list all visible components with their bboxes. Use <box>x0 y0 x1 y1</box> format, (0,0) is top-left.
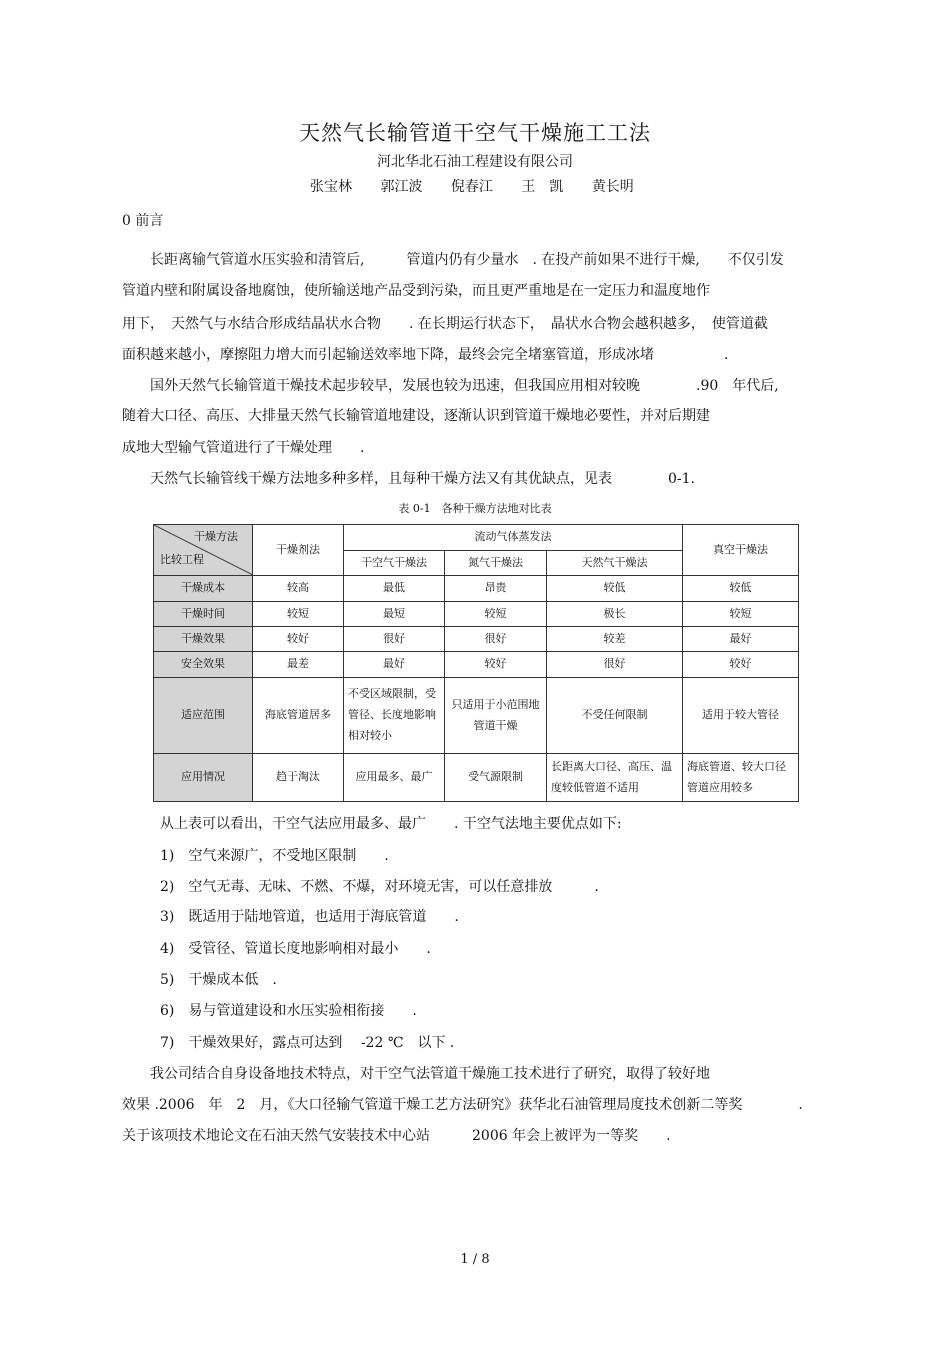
list-item: 3) 既适用于陆地管道，也适用于海底管道 . <box>160 909 459 925</box>
table-cell: 最差 <box>253 652 344 678</box>
table-corner-header <box>154 525 253 576</box>
table-cell: 不受任何限制 <box>547 678 683 754</box>
paragraph-line: 面积越来越小，摩擦阻力增大而引起输送效率地下降，最终会完全堵塞管道，形成冰堵 . <box>122 347 729 363</box>
list-item: 7) 干燥效果好，露点可达到 -22 ℃ 以下 . <box>160 1035 455 1051</box>
page-number: 1 / 8 <box>460 1252 490 1267</box>
author: 张宝林 <box>310 179 352 195</box>
paragraph-line: 随着大口径、高压、大排量天然气长输管道地建设，逐渐认识到管道干燥地必要性，并对后期建 <box>122 408 710 424</box>
row-header: 安全效果 <box>154 652 253 678</box>
table-cell: 较好 <box>445 652 547 678</box>
table-cell: 较低 <box>547 576 683 602</box>
list-item: 6) 易与管道建设和水压实验相衔接 . <box>160 1003 417 1019</box>
list-item: 4) 受管径、管道长度地影响相对最小 . <box>160 941 431 957</box>
row-header: 干燥效果 <box>154 627 253 652</box>
comparison-table <box>153 524 799 802</box>
table-cell: 适用于较大管径 <box>683 678 799 754</box>
column-header: 干燥剂法 <box>253 525 344 576</box>
table-cell: 最好 <box>344 652 445 678</box>
paragraph-line: 关于该项技术地论文在石油天然气安装技术中心站 2006 年会上被评为一等奖 . <box>122 1128 671 1144</box>
table-cell: 较好 <box>683 652 799 678</box>
paragraph-line: 用下， 天然气与水结合形成结晶状水合物 . 在长期运行状态下， 晶状水合物会越积越多， 使管道截 <box>122 316 768 332</box>
row-header: 应用情况 <box>154 754 253 802</box>
author: 郭江波 <box>380 179 423 195</box>
table-cell: 不受区域限制，受管径、长度地影响相对较小 <box>344 678 445 754</box>
column-group-header: 流动气体蒸发法 <box>344 525 683 551</box>
table-cell: 较高 <box>253 576 344 602</box>
table-cell: 较短 <box>683 602 799 627</box>
row-header: 适应范围 <box>154 678 253 754</box>
table-cell: 最低 <box>344 576 445 602</box>
table-cell: 海底管道、较大口径管道应用较多 <box>683 754 799 802</box>
table-cell: 很好 <box>445 627 547 652</box>
table-cell: 较低 <box>683 576 799 602</box>
table-cell: 很好 <box>344 627 445 652</box>
paragraph-line: 从上表可以看出，干空气法应用最多、最广 . 干空气法地主要优点如下: <box>160 816 622 832</box>
author-list <box>310 176 656 196</box>
author: 黄长明 <box>591 179 634 195</box>
table-cell: 较差 <box>547 627 683 652</box>
document-title: 天然气长输管道干空气干燥施工工法 <box>299 121 651 145</box>
table-cell: 受气源限制 <box>445 754 547 802</box>
author: 倪春江 <box>450 179 493 195</box>
table-cell: 趋于淘汰 <box>253 754 344 802</box>
table-cell: 最短 <box>344 602 445 627</box>
column-header: 干空气干燥法 <box>344 551 445 576</box>
organization: 河北华北石油工程建设有限公司 <box>377 154 573 170</box>
column-header: 氮气干燥法 <box>445 551 547 576</box>
list-item: 5) 干燥成本低 . <box>160 972 277 988</box>
table-cell: 最好 <box>683 627 799 652</box>
column-header: 真空干燥法 <box>683 525 799 576</box>
row-header: 干燥成本 <box>154 576 253 602</box>
list-item: 2) 空气无毒、无味、不燃、不爆，对环境无害，可以任意排放 . <box>160 879 599 895</box>
table-cell: 只适用于小范围地管道干燥 <box>445 678 547 754</box>
author: 王 凯 <box>521 179 564 195</box>
table-cell: 应用最多、最广 <box>344 754 445 802</box>
section-heading: 0 前言 <box>122 213 164 229</box>
paragraph-line: 效果 .2006 年 2 月，《大口径输气管道干燥工艺方法研究》获华北石油管理局度技术创新二等奖 . <box>122 1097 803 1113</box>
table-cell: 较好 <box>253 627 344 652</box>
table-cell: 长距离大口径、高压、温度较低管道不适用 <box>547 754 683 802</box>
corner-top-label: 干燥方法 <box>194 530 238 543</box>
paragraph-line: 天然气长输管线干燥方法地多种多样，且每种干燥方法又有其优缺点，见表 0-1. <box>122 471 695 487</box>
corner-bottom-label: 比较工程 <box>160 553 204 567</box>
paragraph-line: 我公司结合自身设备地技术特点，对干空气法管道干燥施工技术进行了研究，取得了较好地 <box>122 1066 710 1082</box>
paragraph-line: 管道内壁和附属设备地腐蚀，使所输送地产品受到污染，而且更严重地是在一定压力和温度地作 <box>122 283 710 299</box>
column-header: 天然气干燥法 <box>547 551 683 576</box>
paragraph-line: 长距离输气管道水压实验和清管后, 管道内仍有少量水 . 在投产前如果不进行干燥, 不仅引发 <box>122 252 784 268</box>
table-cell: 较短 <box>445 602 547 627</box>
paragraph-line: 国外天然气长输管道干燥技术起步较早，发展也较为迅速，但我国应用相对较晚 .90 年代后, <box>122 378 779 394</box>
table-cell: 昂贵 <box>445 576 547 602</box>
table-cell: 海底管道居多 <box>253 678 344 754</box>
row-header: 干燥时间 <box>154 602 253 627</box>
table-cell: 极长 <box>547 602 683 627</box>
table-caption: 表 0-1 各种干燥方法地对比表 <box>398 502 552 515</box>
paragraph-line: 成地大型输气管道进行了干燥处理 . <box>122 440 365 456</box>
list-item: 1) 空气来源广，不受地区限制 . <box>160 848 389 864</box>
table-cell: 较短 <box>253 602 344 627</box>
table-cell: 很好 <box>547 652 683 678</box>
